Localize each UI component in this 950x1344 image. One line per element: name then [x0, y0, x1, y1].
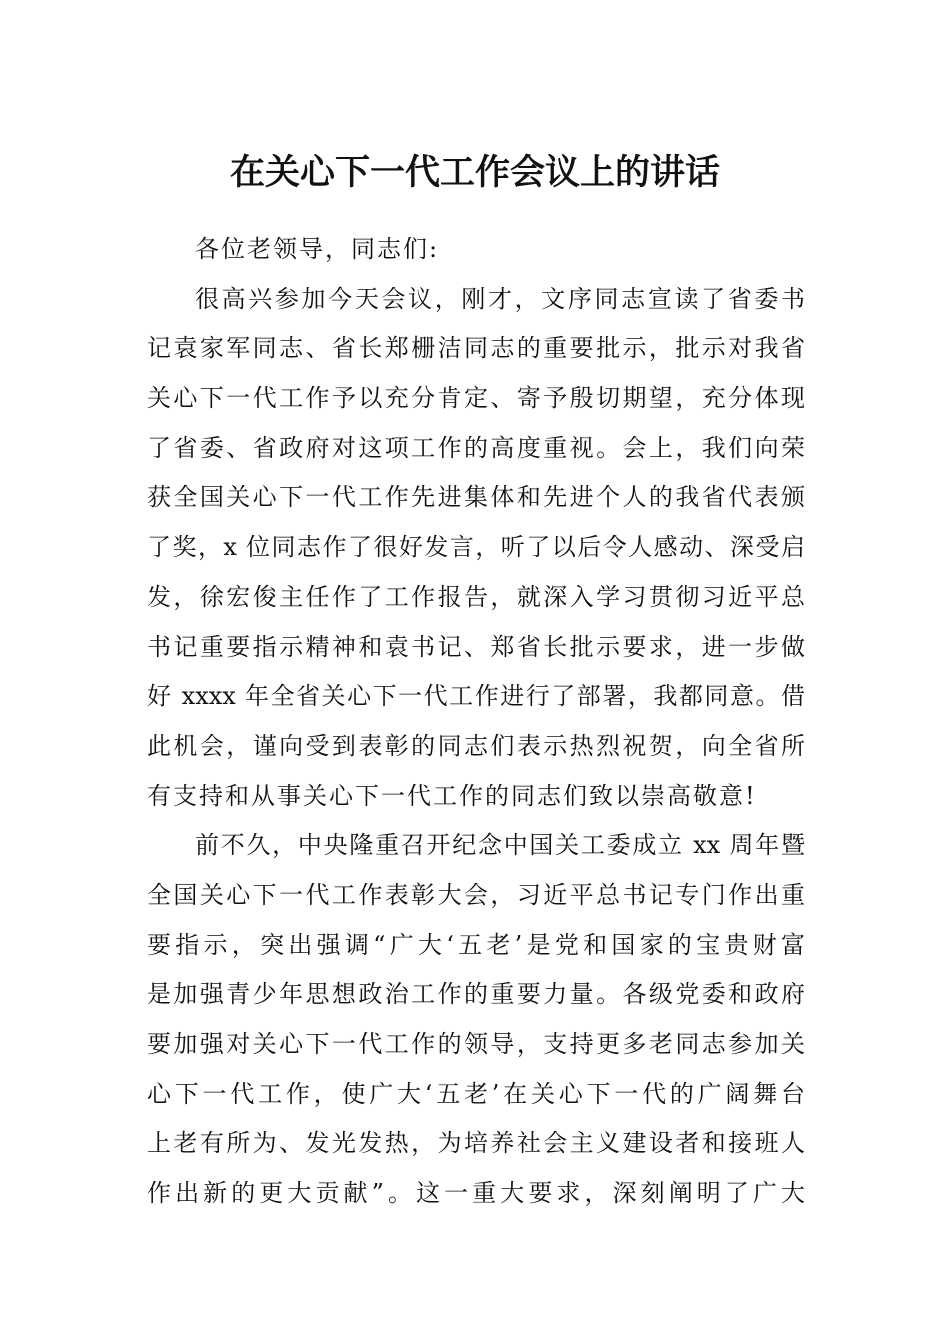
text-line: 书记重要指示精神和袁书记、郑省长批示要求，进一步做 — [147, 632, 805, 661]
text-line: 此机会，谨向受到表彰的同志们表示热烈祝贺，向全省所 — [147, 731, 805, 760]
text-line: 心下一代工作，使广大‘五老’在关心下一代的广阔舞台 — [147, 1079, 805, 1108]
text-line: 要指示，突出强调“广大‘五老’是党和国家的宝贵财富 — [147, 930, 805, 959]
text-line: 是加强青少年思想政治工作的重要力量。各级党委和政府 — [147, 980, 805, 1009]
text-line: 了奖，x 位同志作了很好发言，听了以后令人感动、深受启 — [147, 533, 805, 562]
text-line: 记袁家军同志、省长郑栅洁同志的重要批示，批示对我省 — [147, 334, 805, 363]
text-line: 好 xxxx 年全省关心下一代工作进行了部署，我都同意。借 — [147, 682, 805, 711]
text-line: 很高兴参加今天会议，刚才，文序同志宣读了省委书 — [195, 284, 805, 313]
text-line: 有支持和从事关心下一代工作的同志们致以崇高敬意! — [147, 781, 757, 810]
text-line: 要加强对关心下一代工作的领导，支持更多老同志参加关 — [147, 1030, 805, 1058]
paragraphs — [147, 275, 805, 1219]
text-line: 作出新的更大贡献”。这一重大要求，深刻阐明了广大 — [147, 1179, 805, 1208]
text-line: 获全国关心下一代工作先进集体和先进个人的我省代表颁 — [147, 483, 805, 512]
text-line: 关心下一代工作予以充分肯定、寄予殷切期望，充分体现 — [147, 384, 805, 413]
text-line: 上老有所为、发光发热，为培养社会主义建设者和接班人 — [147, 1129, 805, 1158]
document-body — [147, 225, 805, 1219]
text-line: 发，徐宏俊主任作了工作报告，就深入学习贯彻习近平总 — [147, 582, 805, 611]
text-line: 前不久，中央隆重召开纪念中国关工委成立 xx 周年暨 — [195, 831, 805, 860]
paragraph — [147, 821, 805, 1219]
salutation: 各位老领导，同志们: — [195, 235, 440, 263]
paragraph — [147, 275, 805, 822]
text-line: 全国关心下一代工作表彰大会，习近平总书记专门作出重 — [147, 880, 805, 909]
text-line: 了省委、省政府对这项工作的高度重视。会上，我们向荣 — [147, 433, 805, 462]
document-title: 在关心下一代工作会议上的讲话 — [229, 152, 720, 193]
